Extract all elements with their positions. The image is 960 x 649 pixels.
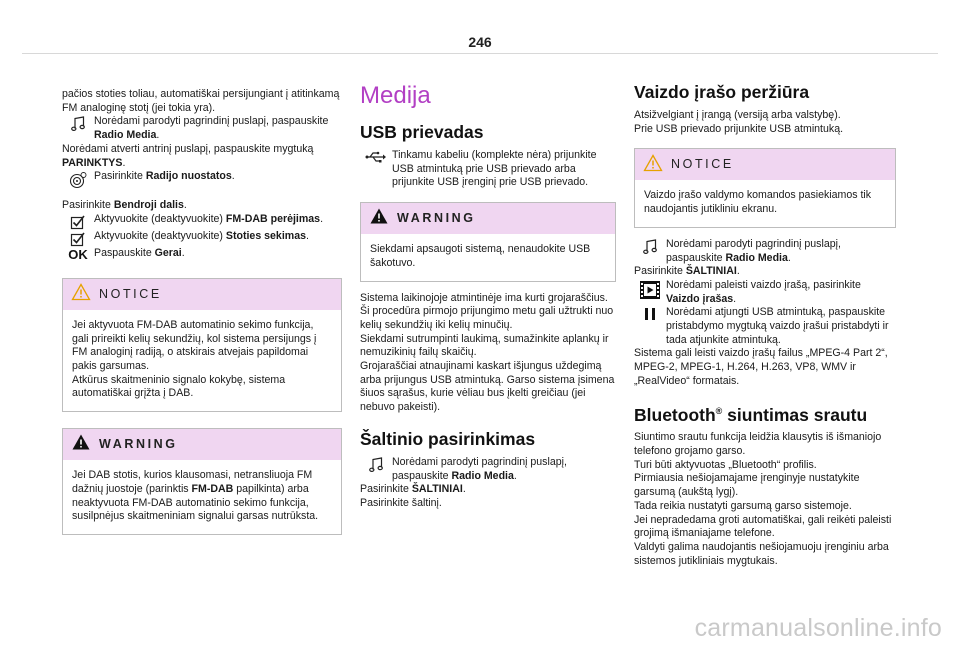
- notice-text: Jei aktyvuota FM-DAB automatinio sekimo funkcija, gali prireikti kelių sekundžių, kol sistema persijungs į FM analoginį radiją, o atskirais atvejais papildomai pakis garsumas. Atkūrus skaitmeninio signalo kokybę, sistema automatiškai grįžta į DAB.: [72, 318, 317, 400]
- step-radio-media: Norėdami parodyti pagrindinį puslapį, paspauskite Radio Media.: [360, 456, 616, 483]
- column-middle: [360, 82, 616, 511]
- video-play-icon: [634, 279, 666, 300]
- step-video: Norėdami paleisti vaizdo įrašą, pasirinkite Vaizdo įrašas.: [634, 279, 896, 306]
- step-radio-media: Norėdami parodyti pagrindinį puslapį, paspauskite Radio Media.: [634, 238, 896, 265]
- warning-triangle-icon: [71, 433, 91, 456]
- checkbox-icon: [62, 230, 94, 247]
- step-select-source: Pasirinkite šaltinį.: [360, 496, 442, 509]
- radio-settings-icon: [62, 170, 94, 189]
- step-sources: Pasirinkite ŠALTINIAI.: [360, 483, 466, 496]
- warning-text: Siekdami apsaugoti sistemą, nenaudokite USB šakotuvo.: [370, 243, 591, 269]
- step-fm-dab: Aktyvuokite (deaktyvuokite) FM-DAB perėjimas.: [62, 213, 342, 230]
- header-divider: [22, 53, 938, 54]
- step-radio-settings: Pasirinkite Radijo nuostatos.: [62, 170, 342, 189]
- heading-bluetooth-streaming: Bluetooth® siuntimas srautu: [634, 404, 868, 425]
- pause-icon: [634, 306, 666, 321]
- warning-box: [62, 428, 342, 535]
- playlist-paragraph: Sistema laikinojoje atmintinėje ima kurti grojaraščius. Ši procedūra pirmojo prijungimo metu gali užtrukti nuo kelių sekundžių iki kelių minučių. Siekdami sutrumpinti laukimą, sumažinkite aplankų ir nemuzikinių failų skaičių. Grojaraščiai atnaujinami kaskart išjungus uždegimą arba prijungus USB atmintuką. Garso sistema įsimena šiuos sąrašus, kurie vėliau bus įkelti greičiau (jei nebuvo pakeisti).: [360, 291, 615, 414]
- step-station-follow: Aktyvuokite (deaktyvuokite) Stoties sekimas.: [62, 230, 342, 247]
- heading-usb: USB prievadas: [360, 122, 484, 142]
- column-right: [634, 82, 896, 568]
- heading-video: Vaizdo įrašo peržiūra: [634, 82, 810, 102]
- notice-text: Vaizdo įrašo valdymo komandos pasiekiamos tik naudojantis jutikliniu ekranu.: [644, 189, 872, 216]
- heading-source-selection: Šaltinio pasirinkimas: [360, 428, 536, 449]
- usb-instruction: Tinkamu kabeliu (komplekte nėra) prijunkite USB atmintuką prie USB prievado arba prijunkite USB įrenginį prie USB prievado.: [360, 149, 616, 190]
- step-ok: OK Paspauskite Gerai.: [62, 247, 342, 262]
- page-number: 246: [468, 34, 492, 50]
- notice-box-video: [634, 148, 896, 227]
- warning-title: WARNING: [397, 210, 476, 225]
- notice-title: NOTICE: [99, 286, 162, 301]
- ok-button-icon: OK: [68, 246, 88, 262]
- step-pause: Norėdami atjungti USB atmintuką, paspauskite pristabdymo mygtuką vaizdo įrašui pristabdyti ir tada atjunkite atmintuką.: [634, 306, 896, 347]
- warning-triangle-icon: [369, 207, 389, 230]
- warning-triangle-icon: [643, 154, 663, 177]
- watermark: carmanualsonline.info: [694, 614, 942, 642]
- notice-title: NOTICE: [671, 157, 734, 172]
- step-general: Pasirinkite Bendroji dalis.: [62, 199, 187, 212]
- video-intro: Atsižvelgiant į įrangą (versiją arba valstybę). Prie USB prievado prijunkite USB atmintuką.: [634, 109, 844, 135]
- step-options: Norėdami atverti antrinį puslapį, paspauskite mygtuką PARINKTYS.: [62, 142, 314, 169]
- warning-box-usb: [360, 202, 616, 281]
- warning-text: Jei DAB stotis, kurios klausomasi, netransliuoja FM dažnių juostoje (parinktis FM-DAB papilkinta) arba neaktyvuota FM-DAB automatinio sekimo funkcija, susilpnėjus skaitmeniniam signalui garsas nutrūksta.: [72, 469, 319, 523]
- music-note-icon: [360, 456, 392, 473]
- bluetooth-text: Siuntimo srautu funkcija leidžia klausytis iš išmaniojo telefono grojamo garso. Turi būti aktyvuotas „Bluetooth“ profilis. Pirmiausia nešiojamajame įrenginyje nustatykite garsumą (aukštą lygį). Tada reikia nustatyti garsumą garso sistemoje. Jei nepradedama groti automatiškai, gali reikėti paleisti grojimą išmaniajame telefone. Valdyti galima naudojantis nešiojamuoju įrenginiu arba sistemos jutikliniais mygtukais.: [634, 431, 892, 567]
- checkbox-icon: [62, 213, 94, 230]
- warning-triangle-icon: [71, 283, 91, 306]
- warning-title: WARNING: [99, 436, 178, 451]
- column-left: [62, 88, 342, 535]
- section-title-media: Medija: [360, 82, 431, 109]
- step-sources: Pasirinkite ŠALTINIAI.: [634, 265, 740, 278]
- usb-icon: [360, 149, 392, 164]
- music-note-icon: [62, 115, 94, 132]
- notice-box: [62, 278, 342, 412]
- music-note-icon: [634, 238, 666, 255]
- step-radio-media: Norėdami parodyti pagrindinį puslapį, paspauskite Radio Media.: [62, 115, 342, 142]
- video-formats: Sistema gali leisti vaizdo įrašų failus „MPEG-4 Part 2“, MPEG-2, MPEG-1, H.264, H.263, VP8, WMV ir „RealVideo“ formatais.: [634, 347, 888, 387]
- intro-paragraph: pačios stoties toliau, automatiškai persijungiant į atitinkamą FM analoginę stotį (jei tokia yra).: [62, 88, 340, 114]
